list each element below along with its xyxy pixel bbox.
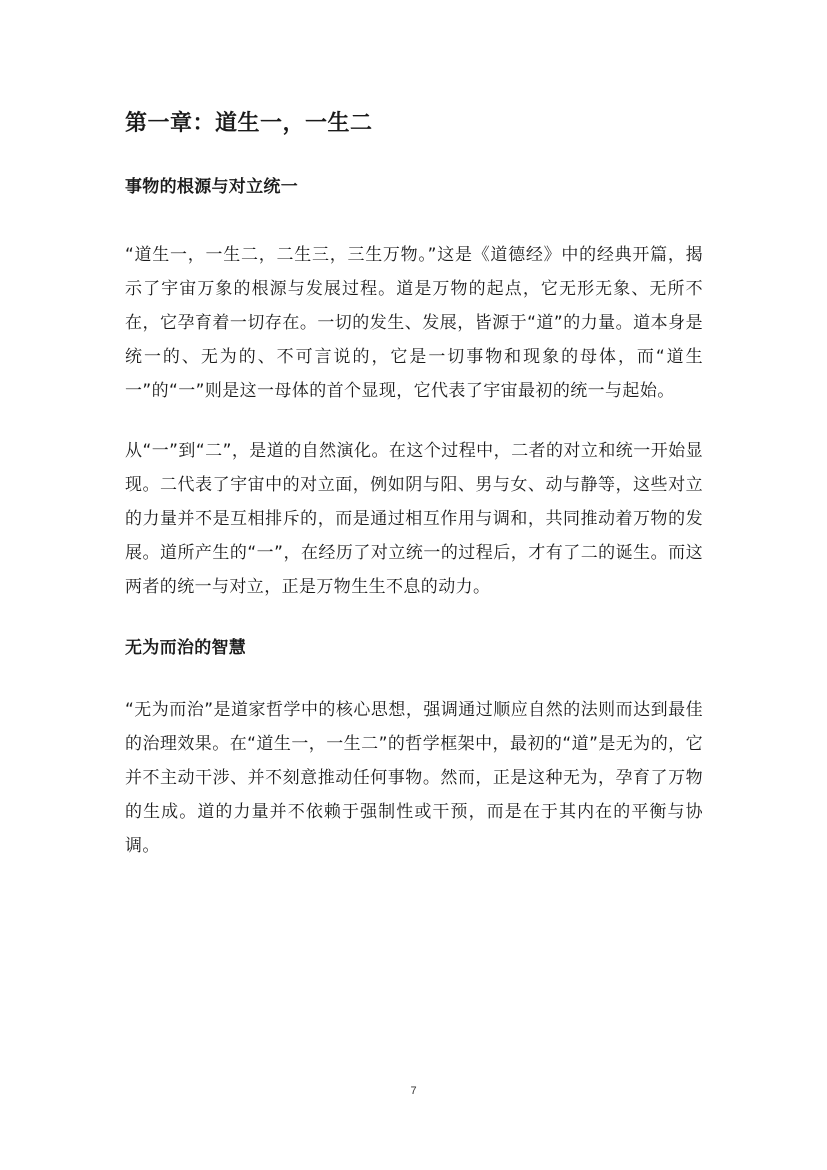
section-heading: 无为而治的智慧 xyxy=(125,638,247,658)
page-number: 7 xyxy=(410,1085,417,1097)
section-heading: 事物的根源与对立统一 xyxy=(125,177,298,197)
body-paragraph: “道生一，一生二，二生三，三生万物。”这是《道德经》中的经典开篇，揭示了宇宙万象的根源与发展过程。道是万物的起点，它无形无象、无所不在，它孕育着一切存在。一切的发生、发展，皆源于“道”的力量。道本身是统一的、无为的、不可言说的，它是一切事物和现象的母体，而“道生一”的“一”则是这一母体的首个显现，它代表了宇宙最初的统一与起始。 xyxy=(125,245,703,401)
chapter-title: 第一章：道生一，一生二 xyxy=(125,111,373,136)
body-paragraph: 从“一”到“二”，是道的自然演化。在这个过程中，二者的对立和统一开始显现。二代表了宇宙中的对立面，例如阴与阳、男与女、动与静等，这些对立的力量并不是互相排斥的，而是通过相互作用与调和，共同推动着万物的发展。道所产生的“一”，在经历了对立统一的过程后，才有了二的诞生。而这两者的统一与对立，正是万物生生不息的动力。 xyxy=(125,441,703,597)
page-content xyxy=(125,100,703,863)
body-paragraph: “无为而治”是道家哲学中的核心思想，强调通过顺应自然的法则而达到最佳的治理效果。在“道生一，一生二”的哲学框架中，最初的“道”是无为的，它并不主动干涉、并不刻意推动任何事物。然而，正是这种无为，孕育了万物的生成。道的力量并不依赖于强制性或干预，而是在于其内在的平衡与协调。 xyxy=(125,700,703,856)
